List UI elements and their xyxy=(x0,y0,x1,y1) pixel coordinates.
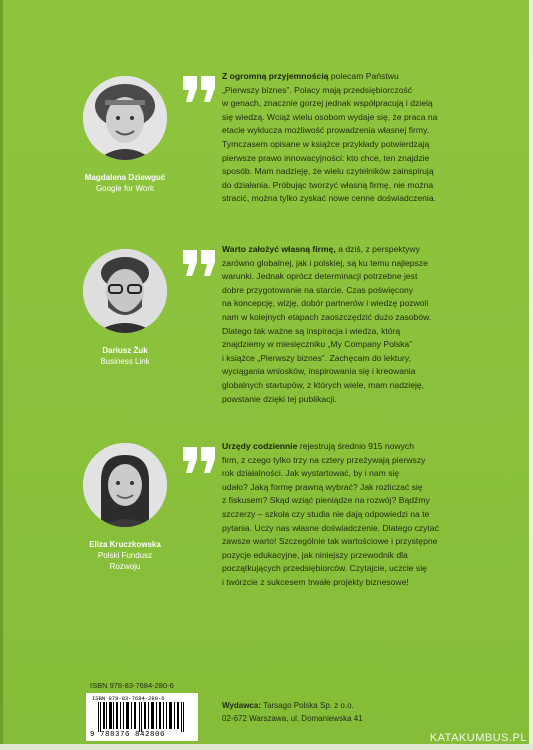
watermark: KATAKUMBUS.PL xyxy=(429,732,527,744)
testimonial-text-1: Z ogromną przyjemnością polecam Państwu „Pierwszy biznes”. Polacy mają przedsiębiorczość w genach, znacznie gorzej jednak współpracują i dzielą się wiedzą. Wciąż wielu osobom wydaje się, że praca na etacie wyklucza możliwość prowadzenia własnej firmy. Tymczasem opisane w książce przykłady potwierdzają pierwsze prawo innowacyjności: kto chce, ten znajdzie sposób. Mam nadzieję, że wielu czytelników zainspirują do działania. Próbując tworzyć własną firmę, nie można stracić, można tylko zyskać nowe cenne doświadczenia. xyxy=(222,71,438,204)
avatar xyxy=(83,443,167,527)
publisher-info xyxy=(222,699,363,725)
spine-edge xyxy=(0,0,3,750)
quote-mark-icon xyxy=(183,250,217,276)
person-3 xyxy=(70,443,180,572)
person-2 xyxy=(70,249,180,367)
publisher-name: Tarsago Polska Sp. z o.o. xyxy=(260,701,354,710)
person-1 xyxy=(70,76,180,194)
testimonial-lead: Urzędy codziennie xyxy=(222,441,298,451)
person-organization: Business Link xyxy=(100,357,150,366)
barcode-number: 9 788376 842806 xyxy=(90,731,166,739)
person-organization: Polski Fundusz xyxy=(97,551,153,560)
person-name: Magdalena Dziewguć xyxy=(84,173,166,182)
person-organization-line2: Rozwoju xyxy=(109,562,141,571)
publisher-label: Wydawca: xyxy=(222,701,261,710)
testimonial-lead: Warto założyć własną firmę, xyxy=(222,244,336,254)
testimonial-text-3: Urzędy codziennie rejestrują średnio 915 nowych firm, z czego tylko trzy na cztery przeżywają pierwszy rok działalności. Jak wystartować, by i nam się udało? Jaką formę prawną wybrać? Jak rozliczać się z fiskusem? Skąd wziąć pieniądze na rozwój? Bądźmy szczerzy – szkoła czy studia nie dają odpowiedzi na te pytania. Uczy nas własne doświadczenie. Dlatego czytać zawsze warto! Szczególnie tak wartościowe i przystępne pozycje edukacyjne, jak niniejszy przewodnik dla początkujących przedsiębiorców. Czytajcie, uczcie się i twórzcie z sukcesem trwałe projekty biznesowe! xyxy=(222,441,439,587)
isbn-label: ISBN 978-83-7684-280-6 xyxy=(90,681,174,690)
quote-mark-icon xyxy=(183,447,217,473)
publisher-address: 02-672 Warszawa, ul. Domaniewska 41 xyxy=(222,714,363,723)
person-name: Eliza Kruczkowska xyxy=(89,540,161,549)
person-name: Dariusz Żuk xyxy=(102,346,148,355)
testimonial-text-2: Warto założyć własną firmę, a dziś, z perspektywy zarówno globalnej, jak i polskiej, są ku temu najlepsze warunki. Jednak oprócz determinacji potrzebne jest dobre przygotowanie na starcie. Czas poświęcony na koncepcję, wizję, dobór partnerów i wiedzę pozwoli nam w kolejnych etapach zaoszczędzić dużo zasobów. Dlatego tak ważne są inspiracja i wiedza, którą znajdziemy w miesięczniku „My Company Polska” i książce „Pierwszy biznes”. Zachęcam do lektury, wyciągania wniosków, inspirowania się i kreowania globalnych startupów, z których wiele, mam nadzieję, powstanie dzięki tej publikacji. xyxy=(222,244,432,404)
barcode xyxy=(86,693,198,741)
barcode-isbn: ISBN 978-83-7684-280-6 xyxy=(92,695,165,702)
quote-mark-icon xyxy=(183,76,217,102)
bottom-edge xyxy=(0,744,533,750)
person-organization: Google for Work xyxy=(95,184,155,193)
avatar xyxy=(83,76,167,160)
testimonial-lead: Z ogromną przyjemnością xyxy=(222,71,329,81)
avatar xyxy=(83,249,167,333)
page-edge xyxy=(529,0,533,750)
